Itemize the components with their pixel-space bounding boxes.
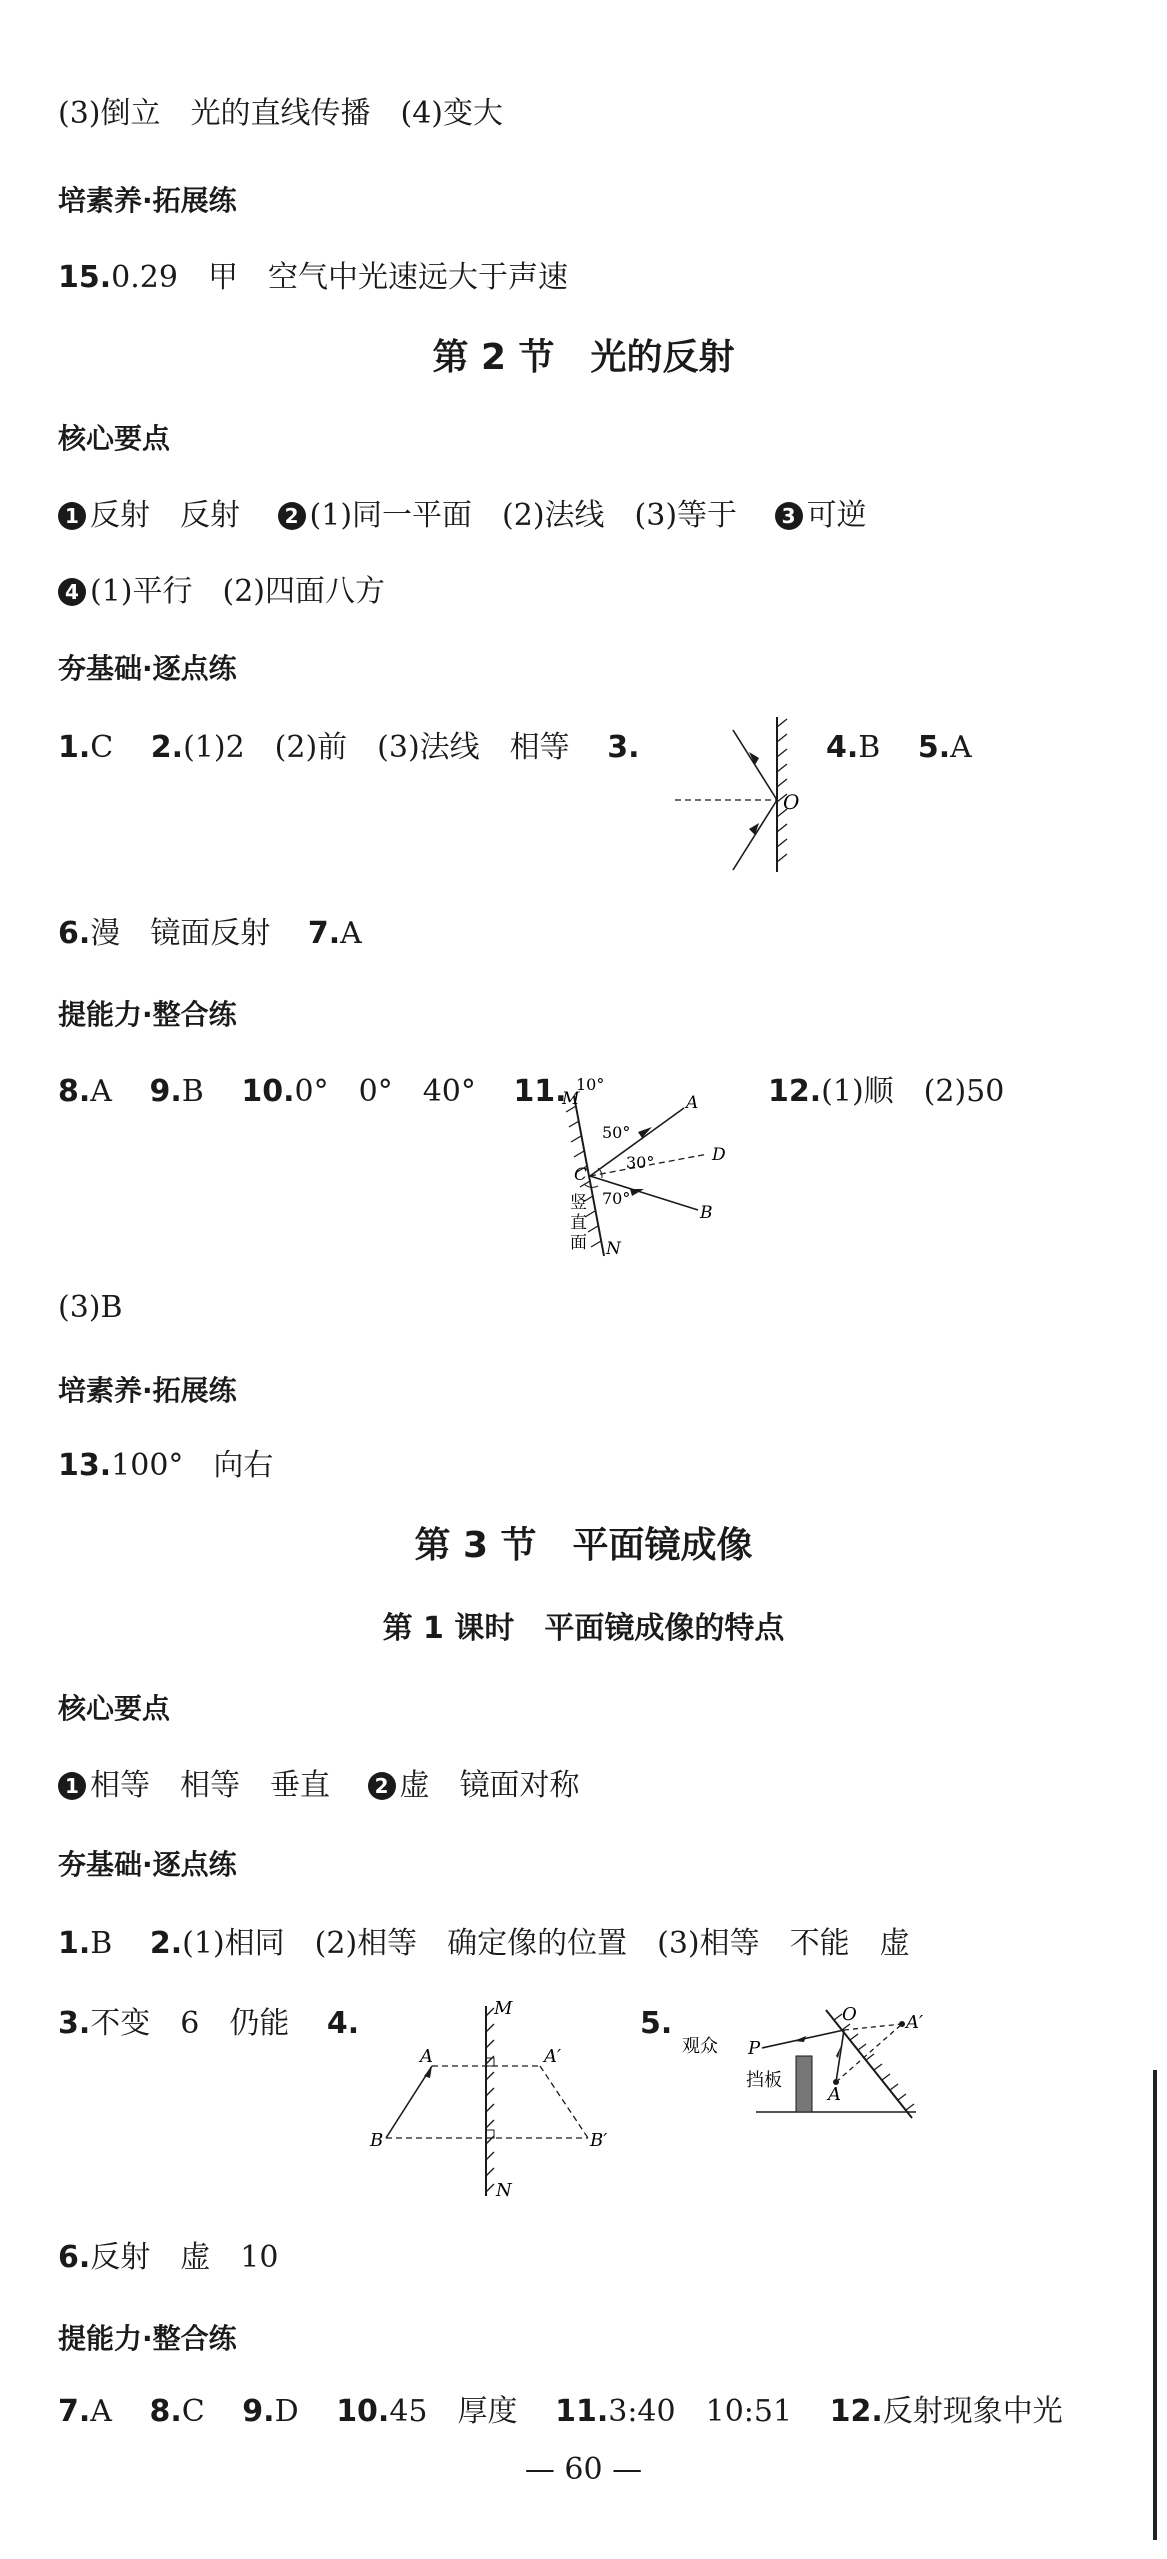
answer-line: 6.漫 镜面反射 7.A bbox=[58, 916, 362, 951]
svg-text:N: N bbox=[496, 2180, 512, 2201]
svg-text:M: M bbox=[562, 1089, 580, 1109]
answer-line: 13.100° 向右 bbox=[58, 1448, 274, 1483]
svg-text:30°: 30° bbox=[626, 1153, 655, 1172]
point-o-label: O bbox=[783, 790, 800, 814]
svg-text:10°: 10° bbox=[576, 1075, 605, 1094]
svg-text:B′: B′ bbox=[590, 2130, 608, 2151]
svg-text:N: N bbox=[606, 1239, 621, 1259]
answer-line: 7.A 8.C 9.D 10.45 厚度 11.3:40 10:51 12.反射现象中光 bbox=[58, 2394, 1063, 2429]
svg-text:直: 直 bbox=[570, 1213, 587, 1233]
section-label: 夯基础·逐点练 bbox=[58, 1848, 237, 1881]
section-label: 培素养·拓展练 bbox=[58, 1374, 237, 1407]
svg-text:A: A bbox=[686, 1093, 699, 1113]
answer-line: 8.A 9.B 10.0° 0° 40° 11. bbox=[58, 1074, 567, 1109]
reflection-diagram-3 bbox=[665, 712, 805, 882]
svg-text:M: M bbox=[494, 1998, 513, 2019]
key-points-line: 1 相等 相等 垂直 2 虚 镜面对称 bbox=[58, 1766, 580, 1806]
answer-line: 12.(1)顺 (2)50 bbox=[768, 1074, 1005, 1109]
svg-text:A: A bbox=[420, 2046, 433, 2067]
svg-text:B: B bbox=[370, 2130, 384, 2151]
svg-text:O: O bbox=[842, 2004, 857, 2025]
section-label: 夯基础·逐点练 bbox=[58, 652, 237, 685]
answer-line: 1.B 2.(1)相同 (2)相等 确定像的位置 (3)相等 不能 虚 bbox=[58, 1926, 910, 1961]
section-label: 核心要点 bbox=[58, 1692, 171, 1725]
answer-line: (3)B bbox=[58, 1290, 123, 1325]
svg-text:P: P bbox=[748, 2038, 761, 2059]
key-points-line: 4 (1)平行 (2)四面八方 bbox=[58, 572, 385, 612]
svg-text:观众: 观众 bbox=[682, 2036, 718, 2057]
svg-text:面: 面 bbox=[570, 1233, 587, 1253]
lesson-heading: 第 1 课时 平面镜成像的特点 bbox=[382, 1611, 785, 1646]
page-edge-shadow bbox=[1153, 2070, 1157, 2540]
section-heading-2: 第 2 节 光的反射 bbox=[432, 337, 735, 378]
answer-line: 3.不变 6 仍能 4. bbox=[58, 2006, 360, 2041]
answer-line-prev: (3)倒立 光的直线传播 (4)变大 bbox=[58, 96, 503, 131]
svg-text:A: A bbox=[828, 2084, 841, 2105]
svg-text:50°: 50° bbox=[602, 1123, 631, 1142]
page-number: — 60 — bbox=[524, 2452, 643, 2487]
svg-text:A′: A′ bbox=[544, 2046, 562, 2067]
svg-text:A′: A′ bbox=[906, 2012, 924, 2033]
svg-text:C: C bbox=[574, 1165, 588, 1185]
answer-line: 1.C 2.(1)2 (2)前 (3)法线 相等 3. bbox=[58, 730, 640, 765]
svg-text:70°: 70° bbox=[602, 1189, 631, 1208]
svg-text:挡板: 挡板 bbox=[746, 2070, 782, 2091]
reflection-diagram-11 bbox=[540, 1068, 740, 1268]
section-heading-3: 第 3 节 平面镜成像 bbox=[414, 1525, 753, 1566]
section-label: 培素养·拓展练 bbox=[58, 184, 237, 217]
answer-line: 5. bbox=[640, 2006, 673, 2041]
plane-mirror-diagram-5 bbox=[676, 2000, 936, 2130]
svg-text:B: B bbox=[700, 1203, 713, 1223]
key-points-line: 1 反射 反射 2 (1)同一平面 (2)法线 (3)等于 3 可逆 bbox=[58, 496, 867, 536]
section-label: 提能力·整合练 bbox=[58, 998, 237, 1031]
svg-text:D: D bbox=[712, 1145, 726, 1165]
answer-line: 6.反射 虚 10 bbox=[58, 2240, 279, 2275]
section-label: 提能力·整合练 bbox=[58, 2322, 237, 2355]
answer-line: 15.0.29 甲 空气中光速远大于声速 bbox=[58, 260, 568, 295]
svg-text:竖: 竖 bbox=[570, 1193, 587, 1213]
plane-mirror-diagram-4 bbox=[362, 1996, 632, 2206]
answer-line: 4.B 5.A bbox=[826, 730, 972, 765]
section-label: 核心要点 bbox=[58, 422, 171, 455]
